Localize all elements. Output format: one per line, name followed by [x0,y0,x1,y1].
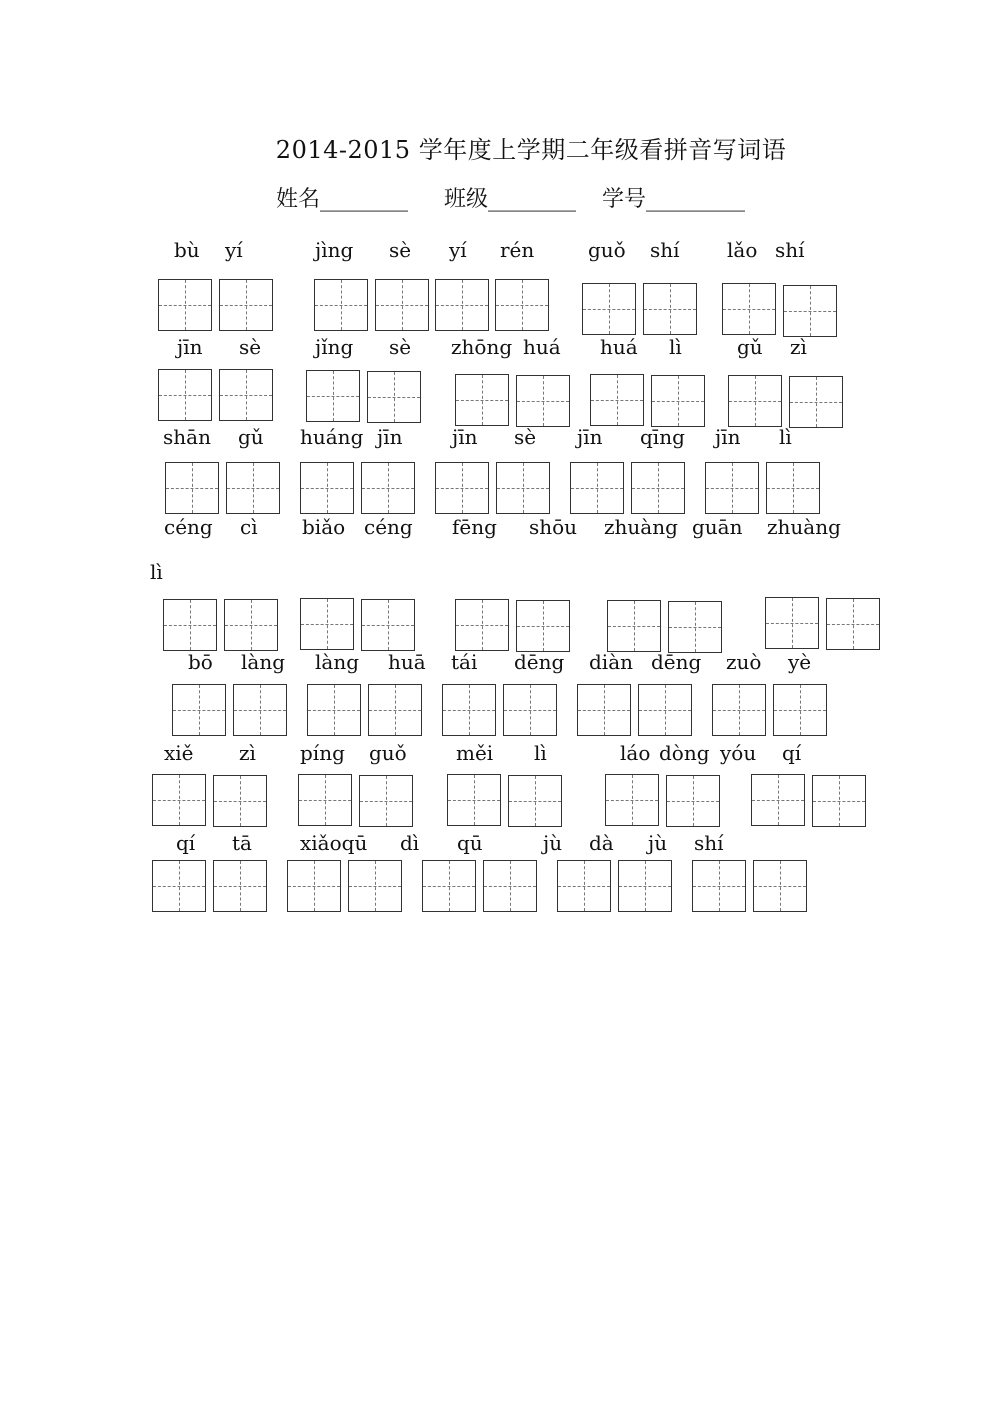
pinyin-label: jīn [577,425,603,449]
pinyin-label: làng [241,650,286,674]
writing-box[interactable] [447,774,501,826]
pinyin-label: sè [239,335,262,359]
writing-box[interactable] [789,376,843,428]
pinyin-label: dì [400,831,420,855]
pinyin-label: zhuàng [767,515,841,539]
writing-box[interactable] [287,860,341,912]
pinyin-label: sè [389,335,412,359]
writing-box[interactable] [361,599,415,651]
writing-box[interactable] [163,599,217,651]
pinyin-label: jù [648,831,668,855]
writing-box[interactable] [348,860,402,912]
page-title: 2014-2015 学年度上学期二年级看拼音写词语 [275,136,787,164]
writing-box[interactable] [638,684,692,736]
pinyin-label: zì [790,335,807,359]
pinyin-label: guǒ [588,238,626,262]
pinyin-label: yóu [720,741,757,765]
pinyin-label: huá [523,335,561,359]
writing-box[interactable] [483,860,537,912]
pinyin-label: tā [232,831,252,855]
writing-box[interactable] [773,684,827,736]
writing-box[interactable] [590,374,644,426]
pinyin-label: diàn [589,650,634,674]
pinyin-label: qū [457,831,483,855]
pinyin-label: huáng [300,425,364,449]
writing-box[interactable] [442,684,496,736]
writing-box[interactable] [359,775,413,827]
writing-box[interactable] [503,684,557,736]
pinyin-label: bù [174,238,200,262]
writing-box[interactable] [368,684,422,736]
pinyin-label: jīn [715,425,741,449]
writing-box[interactable] [219,279,273,331]
pinyin-label: zhōng [451,335,513,359]
writing-box[interactable] [165,462,219,514]
writing-box[interactable] [728,375,782,427]
writing-box[interactable] [158,369,212,421]
writing-box[interactable] [152,860,206,912]
writing-box[interactable] [455,374,509,426]
pinyin-label: dēng [651,650,702,674]
pinyin-label: xiě [164,741,194,765]
writing-box[interactable] [557,860,611,912]
writing-box[interactable] [172,684,226,736]
pinyin-label: shān [163,425,211,449]
pinyin-label: zhuàng [604,515,678,539]
writing-box[interactable] [219,369,273,421]
pinyin-label: yí [225,238,243,262]
writing-box[interactable] [298,774,352,826]
writing-box[interactable] [314,279,368,331]
class-field[interactable]: 班级________ [444,187,577,212]
pinyin-label: cì [240,515,258,539]
writing-box[interactable] [651,375,705,427]
pinyin-label: shí [775,238,805,262]
pinyin-label: jǐng [315,335,354,359]
writing-box[interactable] [712,684,766,736]
writing-box[interactable] [666,775,720,827]
writing-box[interactable] [455,599,509,651]
pinyin-label: guān [692,515,743,539]
writing-box[interactable] [516,375,570,427]
writing-box[interactable] [812,775,866,827]
pinyin-label: jīn [177,335,203,359]
writing-box[interactable] [300,462,354,514]
writing-box[interactable] [582,283,636,335]
writing-box[interactable] [152,774,206,826]
student-info [276,182,745,213]
pinyin-label: shí [694,831,724,855]
pinyin-label: xiǎoqū [300,831,368,855]
writing-box[interactable] [766,462,820,514]
pinyin-label: sè [514,425,537,449]
pinyin-label: jīn [452,425,478,449]
pinyin-label: dà [589,831,614,855]
pinyin-label: biǎo [302,515,346,539]
pinyin-label: qí [176,831,196,855]
writing-box[interactable] [631,462,685,514]
student-number-field[interactable]: 学号_________ [602,187,746,212]
writing-box[interactable] [577,684,631,736]
pinyin-label: bō [188,650,213,674]
pinyin-label: shōu [529,515,578,539]
writing-box[interactable] [300,598,354,650]
pinyin-label: jìng [315,238,354,262]
pinyin-label: gǔ [737,335,763,359]
pinyin-label: fēng [452,515,497,539]
pinyin-label: yè [788,650,812,674]
pinyin-label: qīng [640,425,685,449]
writing-box[interactable] [375,279,429,331]
writing-box[interactable] [668,601,722,653]
pinyin-label: huā [388,650,426,674]
writing-box[interactable] [422,860,476,912]
writing-box[interactable] [826,598,880,650]
writing-box[interactable] [508,775,562,827]
writing-box[interactable] [605,774,659,826]
pinyin-label: měi [456,741,494,765]
writing-box[interactable] [226,462,280,514]
pinyin-label: céng [164,515,213,539]
writing-box[interactable] [705,462,759,514]
pinyin-label: yí [449,238,467,262]
writing-box[interactable] [307,684,361,736]
writing-box[interactable] [765,597,819,649]
writing-box[interactable] [618,860,672,912]
writing-box[interactable] [435,462,489,514]
name-field[interactable]: 姓名________ [276,187,409,212]
pinyin-label: jīn [377,425,403,449]
pinyin-label: qí [782,741,802,765]
pinyin-label: lǎo [727,238,758,262]
writing-box[interactable] [751,774,805,826]
pinyin-label: jù [543,831,563,855]
writing-box[interactable] [496,462,550,514]
pinyin-label: sè [389,238,412,262]
pinyin-label: lì [534,741,547,765]
writing-box[interactable] [607,600,661,652]
pinyin-label: dēng [514,650,565,674]
writing-box[interactable] [213,775,267,827]
pinyin-label: píng [300,741,345,765]
writing-box[interactable] [306,370,360,422]
writing-box[interactable] [361,462,415,514]
pinyin-label: rén [500,238,535,262]
pinyin-label: guǒ [369,741,407,765]
pinyin-label: láo [620,741,651,765]
writing-box[interactable] [570,462,624,514]
writing-box[interactable] [516,600,570,652]
writing-box[interactable] [753,860,807,912]
writing-box[interactable] [224,599,278,651]
pinyin-label: shí [650,238,680,262]
writing-box[interactable] [495,279,549,331]
pinyin-label: huá [600,335,638,359]
pinyin-label: dòng [659,741,710,765]
pinyin-label: làng [315,650,360,674]
pinyin-label: zì [239,741,256,765]
writing-box[interactable] [783,285,837,337]
pinyin-label: céng [364,515,413,539]
writing-box[interactable] [643,283,697,335]
writing-box[interactable] [233,684,287,736]
pinyin-label: gǔ [238,425,264,449]
writing-box[interactable] [367,371,421,423]
writing-box[interactable] [692,860,746,912]
pinyin-label: lì [779,425,792,449]
pinyin-label: zuò [726,650,762,674]
pinyin-label: tái [451,650,478,674]
pinyin-label: lì [669,335,682,359]
writing-box[interactable] [722,283,776,335]
pinyin-label: lì [150,560,163,584]
writing-box[interactable] [158,279,212,331]
writing-box[interactable] [213,860,267,912]
writing-box[interactable] [435,279,489,331]
